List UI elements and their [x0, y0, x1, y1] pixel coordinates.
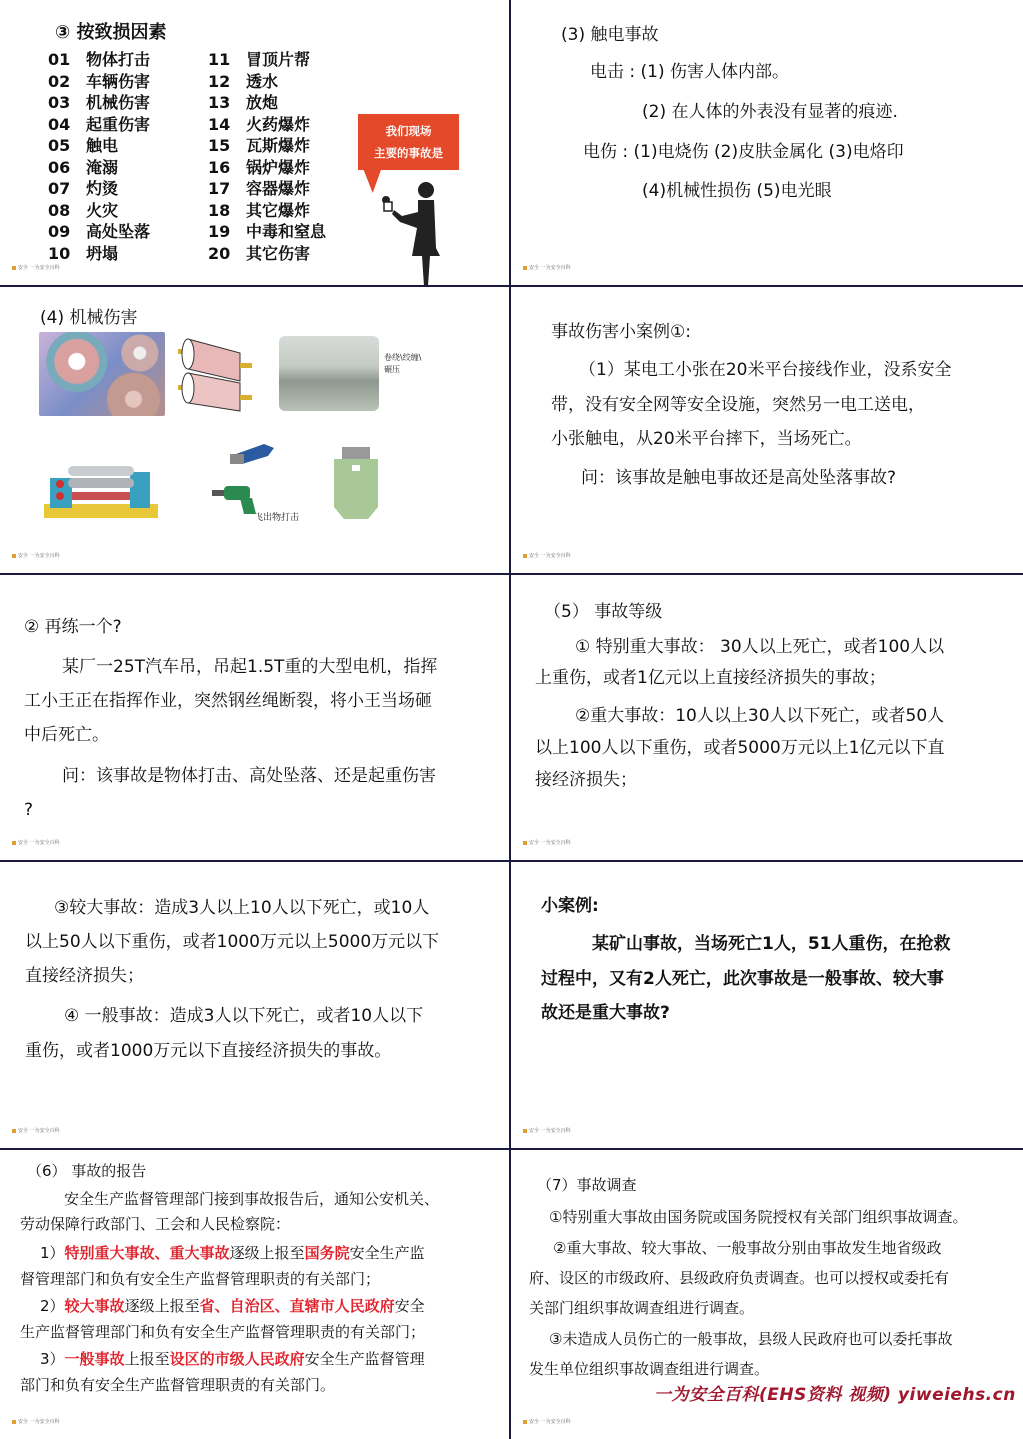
- list-item: 01 物体打击: [48, 50, 151, 69]
- reporter-figure-icon: [380, 178, 440, 286]
- speech-bubble: 我们现场 主要的事故是: [358, 114, 459, 170]
- watermark-text: 一为安全百科(EHS资料 视频) yiweiehs.cn: [654, 1385, 1016, 1405]
- list-item: 13 放炮: [208, 93, 279, 112]
- list-item: 17 容器爆炸: [208, 179, 311, 198]
- slide-accident-reporting: （6） 事故的报告 安全生产监督管理部门接到事故报告后，通知公安机关、 劳动保障行政部门、工会和人民检察院： 1）特别重大事故、重大事故逐级上报至国务院安全生产监 督管理部门和负有安全生产监督管理职责的有关部门； 2）较大事故逐级上报至省、自治区、直辖市人民政府安全 生产监督管理部门和负有安全生产监督管理职责的有关部门； 3）一般事故上报至设区的市级人民政府安全生产监督管理 部门和负有安全生产监督管理职责的有关部门。 安全 一为安全百科: [0, 1150, 511, 1439]
- slide-title: ③ 按致损因素: [55, 22, 167, 43]
- slide-accident-levels: （5） 事故等级 ① 特别重大事故： 30人以上死亡，或者100人以 上重伤，或者1亿元以上直接经济损失的事故； ②重大事故：10人以上30人以下死亡，或者50人 以上100人以下重伤，或者5000万元以上1亿元以下直 接经济损失； 安全 一为安全百科: [511, 575, 1023, 862]
- list-item: 15 瓦斯爆炸: [208, 136, 311, 155]
- list-item: 04 起重伤害: [48, 114, 151, 134]
- slide-accident-levels-cont: ③较大事故：造成3人以上10人以下死亡，或10人 以上50人以下重伤，或者1000万元以上5000万元以下 直接经济损失； ④ 一般事故：造成3人以下死亡，或者10人以下 重伤，或者1000万元以下直接经济损失的事故。 安全 一为安全百科: [0, 862, 511, 1150]
- footer-logo: 安全 一为安全百科: [12, 552, 60, 559]
- plate-rolling-machine-image: [42, 448, 160, 523]
- slide-title: 小案例:: [541, 896, 599, 916]
- slide-electric-shock: (3) 触电事故 电击 : (1) 伤害人体内部。 (2) 在人体的外表没有显著的痕迹. 电伤 : (1)电烧伤 (2)皮肤金属化 (3)电烙印 (4)机械性损伤 (5)电光眼 安全 一为安全百科: [511, 0, 1023, 287]
- report-rule-3: 3）一般事故上报至设区的市级人民政府安全生产监督管理: [40, 1350, 425, 1368]
- angle-grinder-image: [228, 440, 276, 468]
- slide-small-case: 小案例: 某矿山事故，当场死亡1人，51人重伤，在抢救 过程中，又有2人死亡，此次事故是一般事故、较大事 故还是重大事故? 安全 一为安全百科: [511, 862, 1023, 1150]
- list-item: 14 火药爆炸: [208, 114, 311, 134]
- rollers-image: [178, 335, 263, 415]
- slide-title: （7）事故调查: [537, 1176, 637, 1194]
- slide-accident-investigation: （7）事故调查 ①特别重大事故由国务院或国务院授权有关部门组织事故调查。 ②重大事故、较大事故、一般事故分别由事故发生地省级政 府、设区的市级政府、县级政府负责调查。也可以授权或委托有 关部门组织事故调查组进行调查。 ③未造成人员伤亡的一般事故，县级人民政府也可以委托事故 发生单位组织事故调查组进行调查。 安全 一为安全百科: [511, 1150, 1023, 1439]
- slide-practice-case: ② 再练一个? 某厂一25T汽车吊，吊起1.5T重的大型电机，指挥 工小王正在指挥作业，突然钢丝绳断裂，将小王当场砸 中后死亡。 问：该事故是物体打击、高处坠落、还是起重伤害 ? 安全 一为安全百科: [0, 575, 511, 862]
- factor-list-left: [48, 49, 150, 264]
- slide-case-1: 事故伤害小案例①: （1）某电工小张在20米平台接线作业，没系安全 带，没有安全网等安全设施，突然另一电工送电， 小张触电，从20米平台摔下，当场死亡。 问：该事故是触电事故还是高处坠落事故? 安全 一为安全百科: [511, 287, 1023, 575]
- list-item: 02 车辆伤害: [48, 71, 151, 91]
- list-item: 12 透水: [208, 71, 279, 91]
- gears-image: [39, 332, 165, 416]
- electric-drill-image: [212, 480, 262, 514]
- slide-mechanical-injury: [0, 287, 511, 575]
- list-item: 07 灼烫: [48, 179, 119, 198]
- footer-logo: 安全 一为安全百科: [523, 1418, 571, 1425]
- report-rule-2: 2）较大事故逐级上报至省、自治区、直辖市人民政府安全: [40, 1297, 425, 1315]
- report-rule-1: 1）特别重大事故、重大事故逐级上报至国务院安全生产监: [40, 1244, 425, 1262]
- list-item: 16 锅炉爆炸: [208, 157, 311, 177]
- machine-photo-image: [279, 336, 379, 411]
- list-item: 11 冒顶片帮: [208, 50, 311, 69]
- footer-logo: 安全 一为安全百科: [12, 264, 60, 271]
- bench-grinder-cabinet-image: [332, 447, 380, 519]
- footer-logo: 安全 一为安全百科: [523, 1127, 571, 1134]
- footer-logo: 安全 一为安全百科: [12, 839, 60, 846]
- list-item: 20 其它伤害: [208, 243, 311, 263]
- list-item: 08 火灾: [48, 200, 119, 220]
- list-item: 06 淹溺: [48, 157, 119, 177]
- slide-title: 事故伤害小案例①:: [551, 322, 691, 342]
- slide-injury-factors: [0, 0, 511, 287]
- slide-title: （5） 事故等级: [544, 602, 663, 622]
- slide-title: ② 再练一个?: [24, 617, 122, 637]
- entangle-caption: 卷绕\绞缠\ 碾压: [384, 353, 422, 374]
- flying-object-caption: 飞出物打击: [254, 513, 300, 523]
- slide-title: （6） 事故的报告: [27, 1162, 147, 1180]
- list-item: 19 中毒和窒息: [208, 222, 327, 241]
- footer-logo: 安全 一为安全百科: [523, 264, 571, 271]
- list-item: 18 其它爆炸: [208, 200, 311, 220]
- slide-title: (4) 机械伤害: [40, 308, 138, 328]
- footer-logo: 安全 一为安全百科: [523, 552, 571, 559]
- factor-list-right: [208, 49, 326, 264]
- list-item: 05 触电: [48, 136, 119, 155]
- slide-title: (3) 触电事故: [561, 25, 659, 45]
- footer-logo: 安全 一为安全百科: [12, 1418, 60, 1425]
- footer-logo: 安全 一为安全百科: [523, 839, 571, 846]
- list-item: 09 高处坠落: [48, 222, 151, 241]
- list-item: 10 坍塌: [48, 243, 119, 263]
- list-item: 03 机械伤害: [48, 93, 151, 112]
- footer-logo: 安全 一为安全百科: [12, 1127, 60, 1134]
